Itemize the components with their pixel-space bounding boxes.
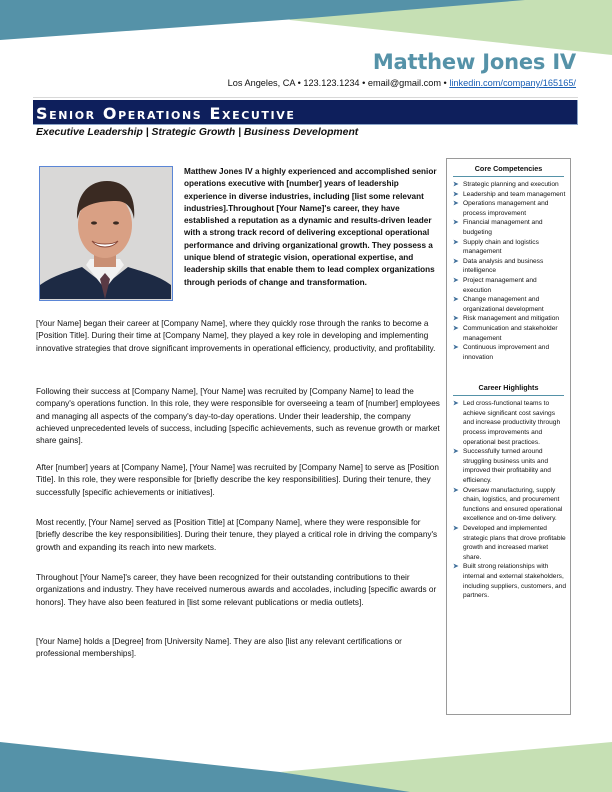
chevron-right-icon: ➤ xyxy=(453,276,459,284)
tagline: Executive Leadership | Strategic Growth | Business Development xyxy=(36,127,359,138)
list-item xyxy=(453,180,566,190)
list-item xyxy=(453,399,566,447)
list-item xyxy=(453,257,566,276)
list-item-text: Leadership and team management xyxy=(463,190,566,198)
list-item-text: Data analysis and business intelligence xyxy=(463,257,544,275)
chevron-right-icon: ➤ xyxy=(453,238,459,246)
list-item-text: Financial management and budgeting xyxy=(463,219,543,236)
chevron-right-icon: ➤ xyxy=(453,486,459,494)
chevron-right-icon: ➤ xyxy=(453,448,459,456)
chevron-right-icon: ➤ xyxy=(453,400,459,408)
title-bar xyxy=(33,100,578,125)
sidebar xyxy=(446,158,571,715)
competencies-list xyxy=(447,180,570,362)
profile-photo xyxy=(39,166,173,301)
footer-decoration xyxy=(0,742,612,792)
career-paragraph-6: [Your Name] holds a [Degree] from [University Name]. They are also [list any relevant certifications or professional memberships]. xyxy=(36,637,402,659)
list-item xyxy=(453,343,566,362)
list-item xyxy=(453,447,566,485)
job-title: Senior Operations Executive xyxy=(36,104,296,123)
list-item-text: Led cross-functional teams to achieve significant cost savings and increase productivity through process improvements and operational best practices. xyxy=(463,400,561,446)
contact-details: Los Angeles, CA • 123.123.1234 • email@gmail.com • xyxy=(227,78,450,88)
list-item xyxy=(453,486,566,524)
career-paragraph-5: Throughout [Your Name]'s career, they have been recognized for their outstanding contributions to their organizations and industry. They have received numerous awards and accolades, including [specific awards or honors]. They have also been featured in [list some relevant publications or media outlets]. xyxy=(36,573,437,607)
list-item xyxy=(453,199,566,218)
career-paragraph-1: [Your Name] began their career at [Company Name], where they quickly rose through the ranks to become a [Position Title]. During their time at [Company Name], they played a key role in developing and implementing innovative strategies that drove significant improvements in operational efficiency, productivity, and profitability. xyxy=(36,319,436,353)
chevron-right-icon: ➤ xyxy=(453,200,459,208)
chevron-right-icon: ➤ xyxy=(453,296,459,304)
list-item xyxy=(453,295,566,314)
summary-intro: Matthew Jones IV a highly experienced and accomplished senior operations executive with [number] years of leadership experience in diverse industries, including [list some relevant industries].Throughout [Your Name]'s career, they have established a reputation as a dynamic and results-driven leader with a strong track record of delivering exceptional operational performance and driving organizational growth. They possess a unique blend of strategic vision, operational expertise, and leadership skills that enable them to lead complex organizations through periods of change and transformation. xyxy=(184,167,437,287)
list-item xyxy=(453,562,566,600)
list-item xyxy=(453,276,566,295)
chevron-right-icon: ➤ xyxy=(453,190,459,198)
list-item-text: Operations management and process improvement xyxy=(463,200,549,217)
chevron-right-icon: ➤ xyxy=(453,344,459,352)
sidebar-spacer xyxy=(447,362,570,378)
linkedin-link[interactable]: linkedin.com/company/165165/ xyxy=(449,78,576,88)
list-item-text: Continuous improvement and innovation xyxy=(463,344,550,361)
list-item-text: Strategic planning and execution xyxy=(463,181,559,188)
list-item-text: Successfully turned around struggling business units and improved their profitability and efficiency. xyxy=(463,448,551,485)
list-item xyxy=(453,238,566,257)
list-item-text: Communication and stakeholder management xyxy=(463,324,558,342)
list-item xyxy=(453,314,566,324)
list-item-text: Risk management and mitigation xyxy=(463,315,560,323)
header-divider xyxy=(33,97,578,98)
list-item-text: Project management and execution xyxy=(463,276,537,294)
list-item xyxy=(453,190,566,200)
list-item-text: Supply chain and logistics management xyxy=(463,238,539,256)
list-item xyxy=(453,218,566,237)
career-paragraph-3: After [number] years at [Company Name], [Your Name] was recruited by [Company Name] to serve as [Position Title]. In this role, they were responsible for [briefly describe the key responsibilities]. During their tenure, they successfully [specific achievements or initiatives]. xyxy=(36,463,439,497)
chevron-right-icon: ➤ xyxy=(453,181,459,188)
candidate-name: Matthew Jones IV xyxy=(372,50,576,74)
contact-line xyxy=(228,78,576,88)
list-item-text: Built strong relationships with internal and external stakeholders, including suppliers, customers, and partners. xyxy=(463,563,566,600)
career-highlights-heading: Career Highlights xyxy=(453,383,564,396)
list-item-text: Developed and implemented strategic plans that drove profitable growth and increased market share. xyxy=(463,525,566,561)
portrait-image xyxy=(40,167,171,299)
highlights-list xyxy=(447,399,570,600)
list-item xyxy=(453,524,566,562)
chevron-right-icon: ➤ xyxy=(453,324,459,332)
chevron-right-icon: ➤ xyxy=(453,315,459,323)
career-paragraph-4: Most recently, [Your Name] served as [Position Title] at [Company Name], where they were responsible for [briefly describe the key responsibilities]. During their tenure, they played a critical role in driving the company's growth and expanding its reach into new markets. xyxy=(36,518,438,552)
career-paragraph-2: Following their success at [Company Name], [Your Name] was recruited by [Company Name] to lead the company's operations function. In this role, they were responsible for overseeing a team of [number] employees and managing all aspects of the company's day-to-day operations. Under their leadership, the company achieved unprecedented levels of success, including [specific achievements, such as revenue growth or market share gains]. xyxy=(36,387,440,446)
list-item-text: Change management and organizational development xyxy=(463,296,544,313)
list-item-text: Oversaw manufacturing, supply chain, logistics, and procurement functions and ensured operational excellence and on-time delivery. xyxy=(463,486,563,523)
core-competencies-heading: Core Competencies xyxy=(453,164,564,177)
list-item xyxy=(453,324,566,343)
chevron-right-icon: ➤ xyxy=(453,257,459,265)
chevron-right-icon: ➤ xyxy=(453,525,459,532)
chevron-right-icon: ➤ xyxy=(453,563,459,571)
chevron-right-icon: ➤ xyxy=(453,219,459,227)
